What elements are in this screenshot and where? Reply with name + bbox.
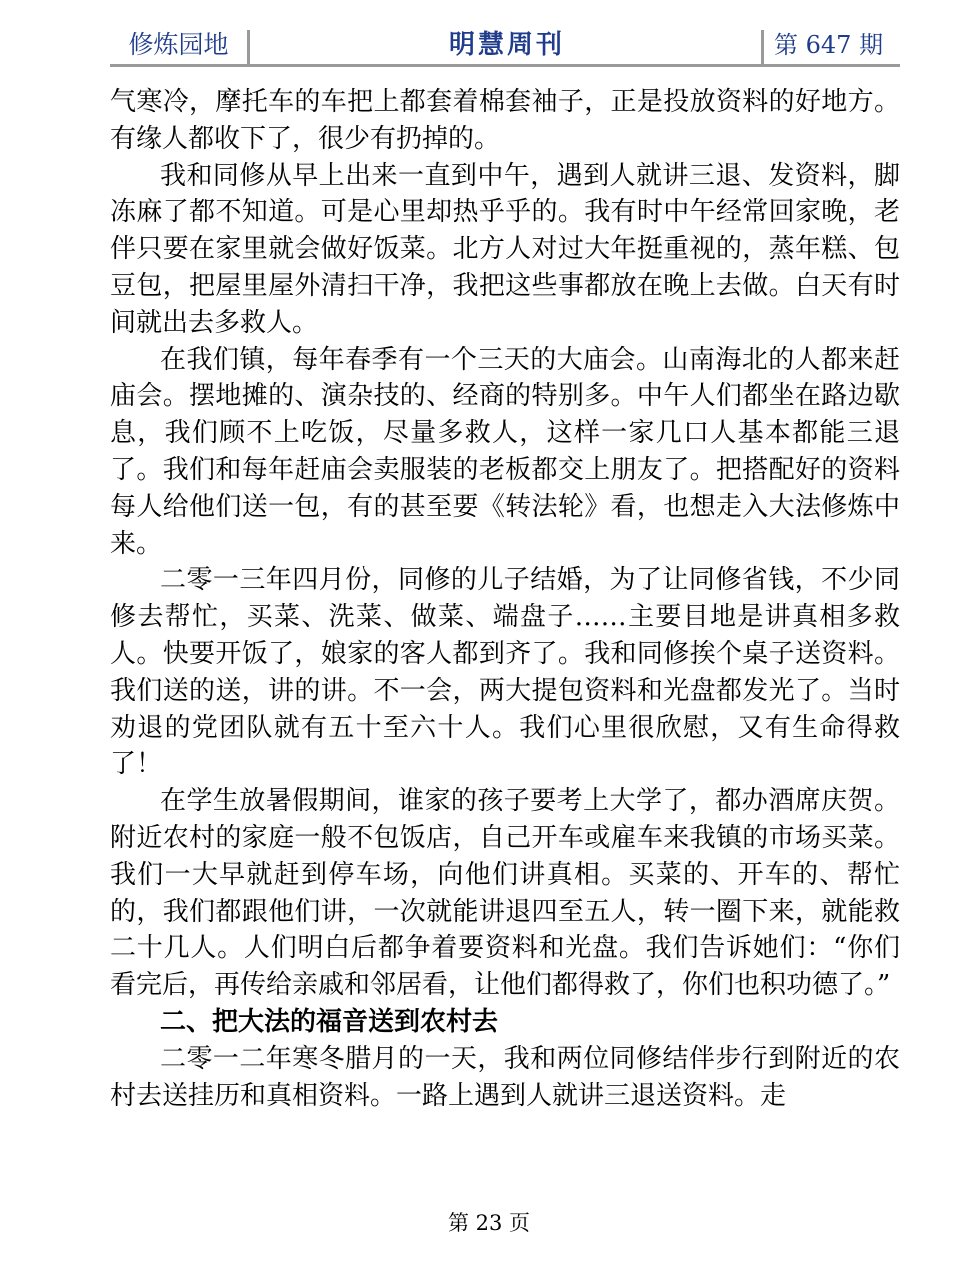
paragraph: 二零一二年寒冬腊月的一天，我和两位同修结伴步行到附近的农村去送挂历和真相资料。一路上遇到人就讲三退送资料。走 xyxy=(110,1043,900,1111)
paragraph-continuation: 气寒冷，摩托车的车把上都套着棉套袖子，正是投放资料的好地方。有缘人都收下了，很少有扔掉的。 xyxy=(110,87,900,154)
paragraph: 在我们镇，每年春季有一个三天的大庙会。山南海北的人都来赶庙会。摆地摊的、演杂技的、经商的特别多。中午人们都坐在路边歇息，我们顾不上吃饭，尽量多救人，这样一家几口人基本都能三退了。我们和每年赶庙会卖服装的老板都交上朋友了。把搭配好的资料每人给他们送一包，有的甚至要《转法轮》看，也想走入大法修炼中来。 xyxy=(110,344,900,559)
page-number: 第 23 页 xyxy=(447,1211,531,1235)
header-separator xyxy=(761,30,764,64)
section-name: 修炼园地 xyxy=(128,30,229,59)
article-body xyxy=(110,84,900,1114)
page-header xyxy=(110,28,900,66)
paragraph: 在学生放暑假期间，谁家的孩子要考上大学了，都办酒席庆贺。附近农村的家庭一般不包饭店，自己开车或雇车来我镇的市场买菜。我们一大早就赶到停车场，向他们讲真相。买菜的、开车的、帮忙的，我们都跟他们讲，一次就能讲退四至五人，转一圈下来，就能救二十几人。人们明白后都争着要资料和光盘。我们告诉她们：“你们看完后，再传给亲戚和邻居看，让他们都得救了，你们也积功德了。” xyxy=(110,786,900,1001)
section-heading: 二、把大法的福音送到农村去 xyxy=(160,1006,499,1037)
issue-number: 第 647 期 xyxy=(774,31,884,59)
paragraph: 我和同修从早上出来一直到中午，遇到人就讲三退、发资料，脚冻麻了都不知道。可是心里却热乎乎的。我有时中午经常回家晚，老伴只要在家里就会做好饭菜。北方人对过大年挺重视的，蒸年糕、包豆包，把屋里屋外清扫干净，我把这些事都放在晚上去做。白天有时间就出去多救人。 xyxy=(110,160,900,338)
paragraph: 二零一三年四月份，同修的儿子结婚，为了让同修省钱，不少同修去帮忙，买菜、洗菜、做菜、端盘子……主要目地是讲真相多救人。快要开饭了，娘家的客人都到齐了。我和同修挨个桌子送资料。我们送的送，讲的讲。不一会，两大提包资料和光盘都发光了。当时劝退的党团队就有五十至六十人。我们心里很欣慰，又有生命得救了！ xyxy=(110,565,900,780)
header-rule xyxy=(110,64,900,67)
publication-title: 明慧周刊 xyxy=(448,30,565,60)
